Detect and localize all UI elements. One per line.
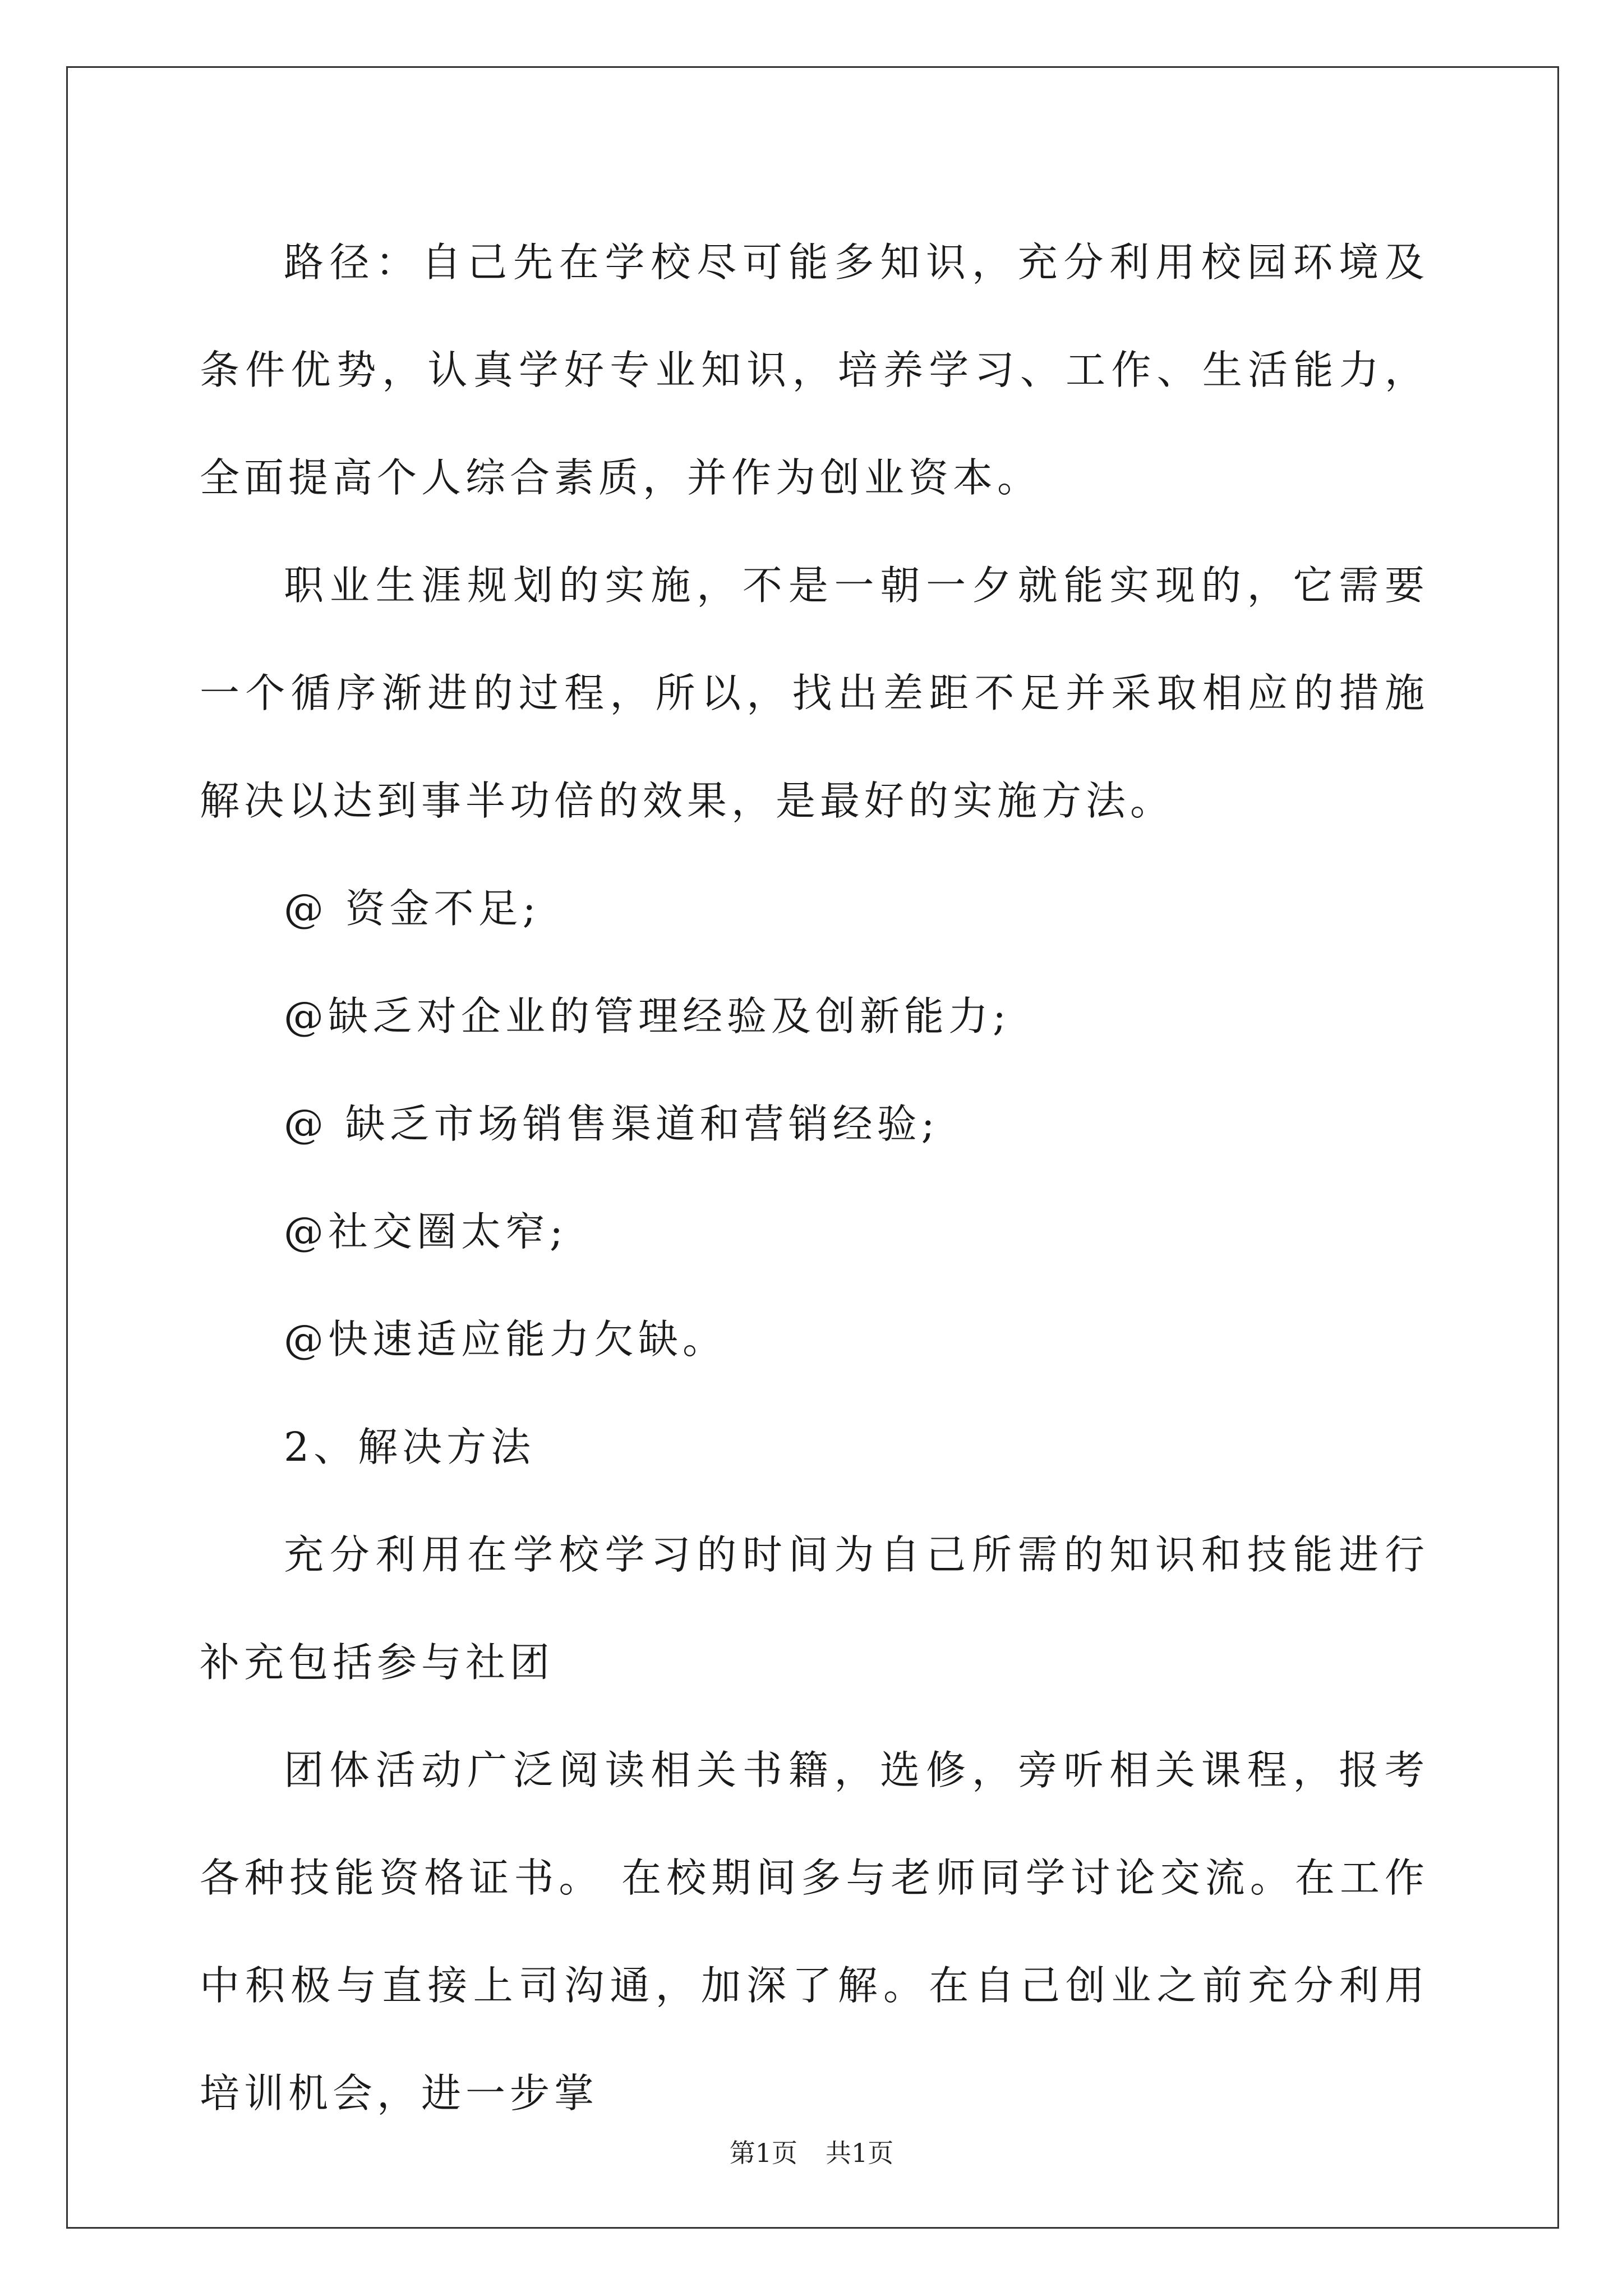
paragraph-path: 路径：自己先在学校尽可能多知识，充分利用校园环境及条件优势，认真学好专业知识，培养学习、工作、生活能力，全面提高个人综合素质，并作为创业资本。 bbox=[200, 239, 1429, 501]
paragraph-use-time: 充分利用在学校学习的时间为自己所需的知识和技能进行补充包括参与社团 bbox=[200, 1531, 1429, 1686]
paragraph-activities: 团体活动广泛阅读相关书籍，选修，旁听相关课程，报考各种技能资格证书。 在校期间多与老师同学讨论交流。在工作中积极与直接上司沟通，加深了解。在自己创业之前充分利用培训机会，进一步掌 bbox=[200, 1747, 1429, 2116]
document-body bbox=[200, 209, 1429, 2147]
list-item-social: @社交圈太窄; bbox=[284, 1208, 568, 1255]
list-item-adaptability: @快速适应能力欠缺。 bbox=[284, 1316, 727, 1363]
list-item-funding: @ 资金不足; bbox=[284, 885, 541, 932]
section-heading-solutions: 2、解决方法 bbox=[284, 1424, 536, 1470]
paragraph-implementation: 职业生涯规划的实施，不是一朝一夕就能实现的，它需要一个循序渐进的过程，所以，找出差距不足并采取相应的措施解决以达到事半功倍的效果，是最好的实施方法。 bbox=[200, 562, 1429, 824]
list-item-management: @缺乏对企业的管理经验及创新能力; bbox=[284, 993, 1011, 1039]
page-number: 第1页 bbox=[729, 2138, 797, 2168]
page-footer bbox=[0, 2133, 1623, 2170]
list-item-marketing: @ 缺乏市场销售渠道和营销经验; bbox=[284, 1101, 939, 1147]
page-total: 共1页 bbox=[826, 2138, 894, 2168]
